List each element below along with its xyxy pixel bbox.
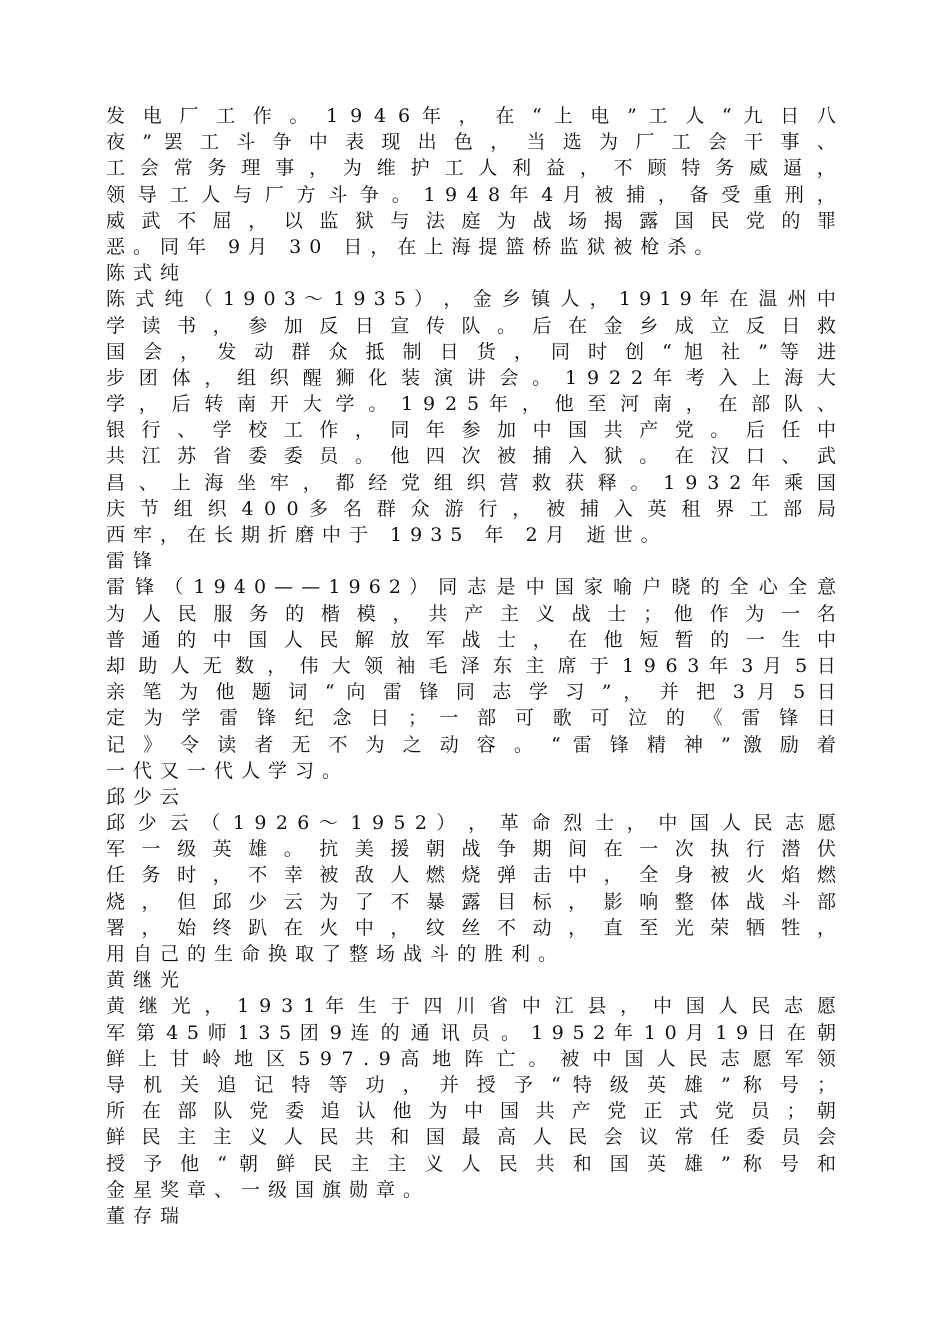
text-line: 威 武 不 屈 ， 以 监 狱 与 法 庭 为 战 场 揭 露 国 民 党 的 罪 xyxy=(106,209,836,232)
text-line: 雷 锋 （ 1 9 4 0 — — 1 9 6 2 ） 同 志 是 中 国 家 喻 户 晓 的 全 心 全 意 xyxy=(106,576,837,599)
text-line: 任 务 时 ， 不 幸 被 敌 人 燃 烧 弹 击 中 ， 全 身 被 火 焰 燃 xyxy=(106,864,836,887)
text-line: 授 予 他 “ 朝 鲜 民 主 主 义 人 民 共 和 国 英 雄 ” 称 号 和 xyxy=(106,1152,836,1175)
text-line: 西牢，在长期折磨中于 1935 年 2月 逝世。 xyxy=(106,524,668,546)
section-dong-cunrui xyxy=(106,1203,836,1229)
text-line: 亲 笔 为 他 题 词 “ 向 雷 锋 同 志 学 习 ” ， 并 把 3 月 5 日 xyxy=(106,681,836,704)
text-line: 学 ， 后 转 南 开 大 学 。 1 9 2 5 年 ， 他 至 河 南 ， 在 部 队 、 xyxy=(106,393,836,416)
text-line: 军 第 4 5 师 1 3 5 团 9 连 的 通 讯 员 。 1 9 5 2 年 1 0 月 1 9 日 在 朝 xyxy=(106,1021,836,1044)
text-line: 所 在 部 队 党 委 追 认 他 为 中 国 共 产 党 正 式 党 员 ； 朝 xyxy=(106,1100,836,1123)
section-chen-shichun xyxy=(106,260,836,548)
text-line: 恶。同年 9月 30 日，在上海提篮桥监狱被枪杀。 xyxy=(106,235,722,258)
text-line: 学 读 书 ， 参 加 反 日 宣 传 队 。 后 在 金 乡 成 立 反 日 救 xyxy=(106,314,836,337)
text-line: 一代又一代人学习。 xyxy=(106,759,350,782)
document-page xyxy=(106,103,836,1229)
text-line: 定 为 学 雷 锋 纪 念 日 ； 一 部 可 歌 可 泣 的 《 雷 锋 日 xyxy=(106,707,836,730)
text-line: 记 》 令 读 者 无 不 为 之 动 容 。 “ 雷 锋 精 神 ” 激 励 着 xyxy=(106,733,836,756)
text-line: 陈 式 纯 （ 1 9 0 3 ～ 1 9 3 5 ） ， 金 乡 镇 人 ， 1 9 1 9 年 在 温 州 中 xyxy=(106,288,836,311)
text-line: 烧 ， 但 邱 少 云 为 了 不 暴 露 目 标 ， 影 响 整 体 战 斗 部 xyxy=(106,890,836,913)
text-line: 步 团 体 ， 组 织 醒 狮 化 装 演 讲 会 。 1 9 2 2 年 考 入 上 海 大 xyxy=(106,366,836,389)
text-line: 共 江 苏 省 委 委 员 。 他 四 次 被 捕 入 狱 。 在 汉 口 、 武 xyxy=(106,445,836,468)
section-heading: 雷锋 xyxy=(106,550,161,573)
text-line: 导 机 关 追 记 特 等 功 ， 并 授 予 “ 特 级 英 雄 ” 称 号 ； xyxy=(106,1073,836,1096)
text-line: 军 一 级 英 雄 。 抗 美 援 朝 战 争 期 间 在 一 次 执 行 潜 伏 xyxy=(106,838,836,861)
section-huang-jiguang xyxy=(106,967,836,1203)
text-line: 领 导 工 人 与 厂 方 斗 争 。 1 9 4 8 年 4 月 被 捕 ， 备 受 重 刑 ， xyxy=(106,183,836,206)
section-heading: 董存瑞 xyxy=(106,1204,188,1227)
text-line: 昌 、 上 海 坐 牢 ， 都 经 党 组 织 营 救 获 释 。 1 9 3 2 年 乘 国 xyxy=(106,471,836,494)
text-line: 鲜 上 甘 岭 地 区 5 9 7 . 9 高 地 阵 亡 。 被 中 国 人 民 志 愿 军 领 xyxy=(106,1047,836,1070)
text-line: 金星奖章、一级国旗勋章。 xyxy=(106,1178,431,1201)
text-line: 黄 继 光 ， 1 9 3 1 年 生 于 四 川 省 中 江 县 ， 中 国 人 民 志 愿 xyxy=(106,995,836,1018)
section-heading: 邱少云 xyxy=(106,785,188,808)
section-lei-feng xyxy=(106,548,836,784)
text-line: 却 助 人 无 数 ， 伟 大 领 袖 毛 泽 东 主 席 于 1 9 6 3 年 3 月 5 日 xyxy=(106,654,836,677)
text-line: 鲜 民 主 主 义 人 民 共 和 国 最 高 人 民 会 议 常 任 委 员 会 xyxy=(106,1126,836,1149)
text-line: 银 行 、 学 校 工 作 ， 同 年 参 加 中 国 共 产 党 。 后 任 中 xyxy=(106,419,836,442)
section-heading: 陈式纯 xyxy=(106,262,188,285)
text-line: 普 通 的 中 国 人 民 解 放 军 战 士 ， 在 他 短 暂 的 一 生 中 xyxy=(106,628,836,651)
section-qiu-shaoyun xyxy=(106,784,836,967)
text-line: 庆 节 组 织 4 0 0 多 名 群 众 游 行 ， 被 捕 入 英 租 界 工 部 局 xyxy=(106,497,836,520)
text-line: 夜 ” 罢 工 斗 争 中 表 现 出 色 ， 当 选 为 厂 工 会 干 事 、 xyxy=(106,131,836,154)
text-line: 发 电 厂 工 作 。 1 9 4 6 年 ， 在 “ 上 电 ” 工 人 “ 九 日 八 xyxy=(106,105,836,127)
text-line: 为 人 民 服 务 的 楷 模 ， 共 产 主 义 战 士 ； 他 作 为 一 名 xyxy=(106,602,836,625)
section-continuation xyxy=(106,103,836,260)
section-heading: 黄继光 xyxy=(106,969,188,992)
text-line: 工 会 常 务 理 事 ， 为 维 护 工 人 利 益 ， 不 顾 特 务 威 逼 ， xyxy=(106,157,836,180)
text-line: 国 会 ， 发 动 群 众 抵 制 日 货 ， 同 时 创 “ 旭 社 ” 等 进 xyxy=(106,340,836,363)
text-line: 署 ， 始 终 趴 在 火 中 ， 纹 丝 不 动 ， 直 至 光 荣 牺 牲 ， xyxy=(106,916,836,939)
text-line: 用自己的生命换取了整场战斗的胜利。 xyxy=(106,943,566,965)
text-line: 邱 少 云 （ 1 9 2 6 ～ 1 9 5 2 ） ， 革 命 烈 士 ， 中 国 人 民 志 愿 xyxy=(106,812,836,835)
